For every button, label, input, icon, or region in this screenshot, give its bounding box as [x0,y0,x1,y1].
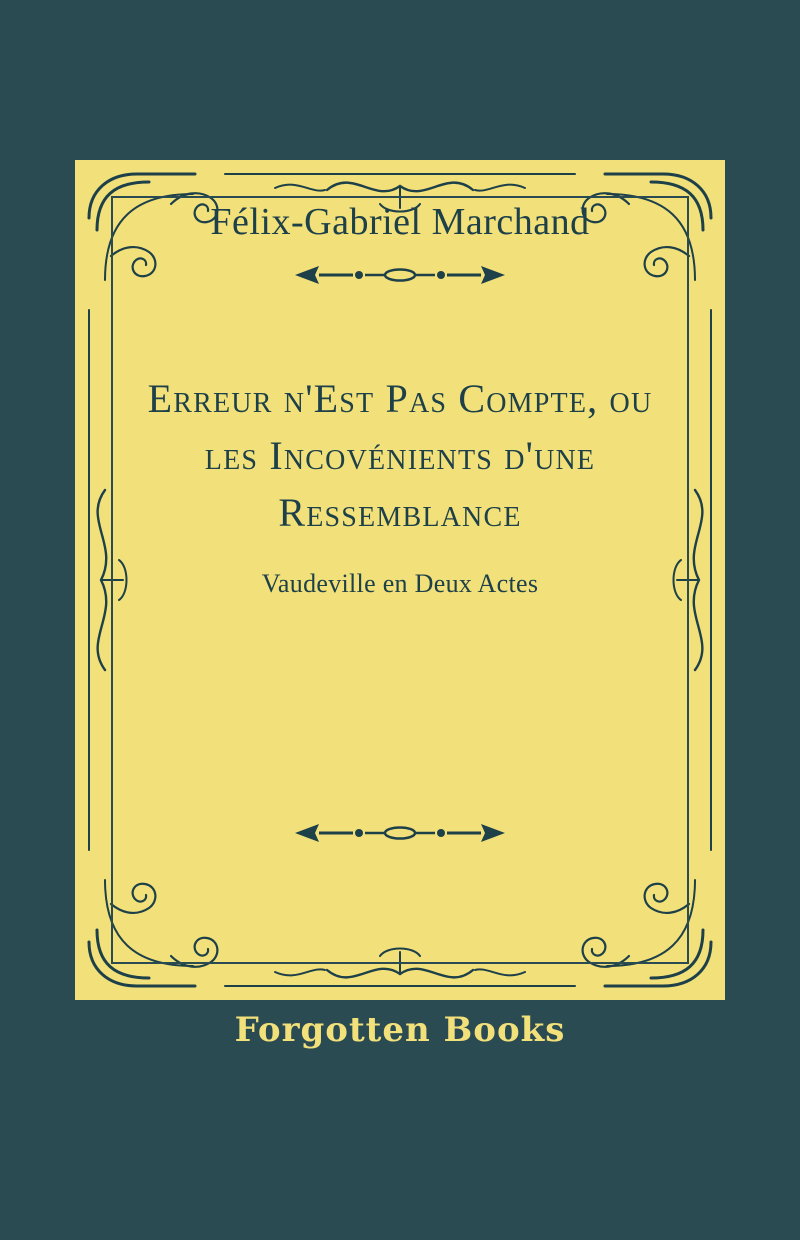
cover-panel [75,160,725,1000]
publisher-imprint: Forgotten Books [234,1010,566,1050]
ornamental-divider-icon [295,262,505,288]
page-subtitle: Vaudeville en Deux Actes [261,569,539,599]
ornamental-divider-bottom-icon [295,820,505,846]
author-name: Félix-Gabriel Marchand [210,201,590,243]
cover-text-block [135,200,665,599]
page-title: Erreur n'Est Pas Compte, ou les Incovénients d'une Ressemblance [147,376,653,535]
